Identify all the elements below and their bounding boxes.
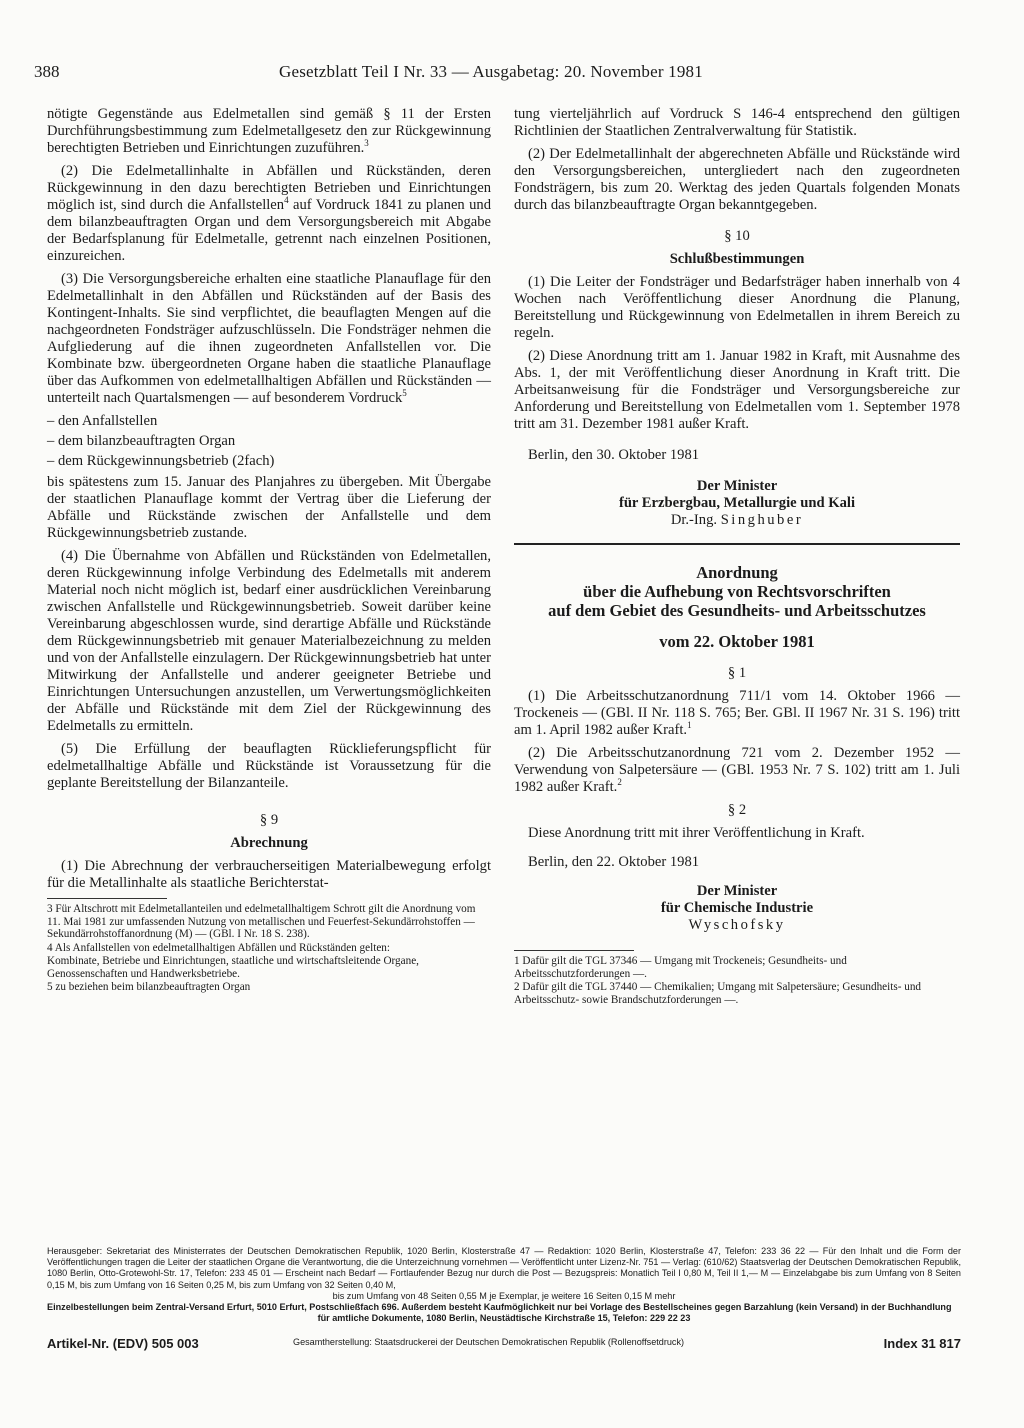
paragraph: (5) Die Erfüllung der beauflagten Rücklieferungspflicht für edelmetallhaltige Abfälle und Rückstände ist Voraussetzung für die geplante Bereitstellung der Bilanzanteile.	[47, 741, 491, 791]
ordinance-title: über die Aufhebung von Rechtsvorschriften	[583, 582, 891, 601]
footnote-divider	[514, 950, 634, 951]
footnote-ref: 3	[364, 138, 369, 149]
article-number: Artikel-Nr. (EDV) 505 003	[47, 1336, 199, 1351]
imprint	[47, 1246, 961, 1324]
gazette-title: Gesetzblatt Teil I Nr. 33 — Ausgabetag: 20. November 1981	[279, 62, 703, 81]
footnote: 2 Dafür gilt die TGL 37440 — Chemikalien; Umgang mit Salpetersäure; Gesundheits- und Arbeitsschutz- sowie Brandschutzforderungen —.	[514, 981, 922, 1006]
footnote-divider	[47, 898, 167, 899]
signatory-title: Der Minister	[696, 883, 778, 899]
section-number: § 1	[727, 665, 747, 681]
ministry-name: für Chemische Industrie	[660, 900, 814, 916]
section-number: § 2	[727, 802, 747, 818]
left-column	[47, 106, 491, 995]
paragraph: Diese Anordnung tritt mit ihrer Veröffentlichung in Kraft.	[528, 825, 865, 841]
bottom-row	[47, 1336, 961, 1356]
footnote: 3 Für Altschrott mit Edelmetallanteilen und edelmetallhaltigem Schrott gilt die Anordnung vom 11. Mai 1981 zur umfassenden Nutzung von metallischen und Feuerfest-Sekundärrohstoffen — Sekundärrohstoffanordnung (M) — (GBl. I Nr. 18 S. 238).	[47, 903, 476, 940]
footnote-ref: 1	[687, 720, 692, 731]
signatory-name: Dr.-Ing. Singhuber	[670, 512, 804, 528]
list-item: – den Anfallstellen	[47, 413, 491, 430]
imprint-text: für amtliche Dokumente, 1080 Berlin, Neustädtische Kirchstraße 15, Telefon: 229 22 23	[317, 1313, 691, 1324]
paragraph: (4) Die Übernahme von Abfällen und Rückständen von Edelmetallen, deren Rückgewinnung infolge Verbindung des Edelmetalls mit anderem Material noch nicht möglich ist, bedarf einer ausdrücklichen Vereinbarung zwischen Anfallstelle und Rückgewinnungsbetrieb. Soweit darüber keine Vereinbarung abgeschlossen wurde, sind derartige Abfälle und Rückstände dem Rückgewinnungsbetrieb mit genauer Materialbezeichnung zu melden und von der Anfallstelle einzulagern. Der Rückgewinnungsbetrieb hat unter Mitwirkung der Anfallstelle und anderer geeigneter Betriebe und Einrichtungen Untersuchungen anzustellen, um Verwertungsmöglichkeiten der Abfälle und Rückstände mit dem Ziel der Rückgewinnung des Edelmetalls zu ermitteln.	[47, 548, 491, 734]
footnote: 4 Als Anfallstellen von edelmetallhaltigen Abfällen und Rückständen gelten:	[47, 941, 391, 954]
paragraph: (1) Die Leiter der Fondsträger und Bedarfsträger haben innerhalb von 4 Wochen nach Veröffentlichung dieser Anordnung die Planung, Bereitstellung und Rückgewinnung von Edelmetallen in ihrem Bereich zu regeln.	[514, 274, 960, 341]
footnote: 1 Dafür gilt die TGL 37346 — Umgang mit Trockeneis; Gesundheits- und Arbeitsschutzforderungen —.	[514, 955, 847, 980]
ordinance-title: Anordnung	[696, 563, 778, 582]
page-number: 388	[34, 62, 60, 81]
footnote-ref: 4	[284, 195, 289, 206]
footnote: 5 zu beziehen beim bilanzbeauftragten Organ	[47, 981, 251, 993]
signatory-title: Der Minister	[696, 478, 778, 494]
ordinance-title: auf dem Gebiet des Gesundheits- und Arbeitsschutzes	[548, 601, 926, 620]
imprint-text: Einzelbestellungen beim Zentral-Versand Erfurt, 5010 Erfurt, Postschließfach 696. Außerdem besteht Kaufmöglichkeit nur bei Vorlage des Bestellscheines gegen Barzahlung (kein Versand) in der Buchhandlung	[47, 1302, 952, 1313]
paragraph: (2) Der Edelmetallinhalt der abgerechneten Abfälle und Rückstände wird den Versorgungsbereichen, untergliedert nach den zugeordneten Fondsträgern, bis zum 20. Werktag des jeden Quartals folgenden Monats durch das bilanzbeauftragte Organ bekanntgegeben.	[514, 146, 960, 213]
footnote-ref: 5	[402, 388, 407, 399]
section-divider	[514, 543, 960, 545]
paragraph: bis spätestens zum 15. Januar des Planjahres zu übergeben. Mit Übergabe der staatlichen Planauflage kommt der Vertrag über die Lieferung der Abfälle und Rückstände zwischen der Anfallstelle und dem Rückgewinnungsbetrieb zustande.	[47, 474, 491, 541]
paragraph: nötigte Gegenstände aus Edelmetallen sind gemäß § 11 der Ersten Durchführungsbestimmung zum Edelmetallgesetz den zur Rückgewinnung berechtigten Betrieben und Einrichtungen zuzuführen.$^3$	[47, 106, 491, 156]
recipient-list	[47, 413, 491, 470]
list-item: – dem bilanzbeauftragten Organ	[47, 433, 491, 450]
section-number: § 9	[259, 812, 279, 828]
footnote-ref: 2	[617, 777, 622, 788]
paragraph: (2) Diese Anordnung tritt am 1. Januar 1982 in Kraft, mit Ausnahme des Abs. 1, der mit Veröffentlichung dieser Anordnung in Kraft tritt. Die Arbeitsanweisung für die Fondsträger und Versorgungsbereiche zur Anforderung und Bereitstellung von Edelmetallen vom 1. September 1978 tritt am 31. Dezember 1981 außer Kraft.	[514, 348, 960, 432]
footnotes	[514, 955, 960, 1006]
right-column	[514, 106, 960, 1007]
page-header	[34, 62, 964, 86]
ministry-name: für Erzbergbau, Metallurgie und Kali	[618, 495, 856, 511]
index-number: Index 31 817	[883, 1336, 961, 1351]
imprint-text: bis zum Umfang von 48 Seiten 0,55 M je Exemplar, je weitere 16 Seiten 0,15 M mehr	[332, 1290, 676, 1301]
paragraph: (2) Die Edelmetallinhalte in Abfällen und Rückständen, deren Rückgewinnung in den dazu berechtigten Betrieben und Einrichtungen möglich ist, sind durch die Anfallstellen$^4$ auf Vordruck 1841 zu planen und dem bilanzbeauftragten Organ und dem Versorgungsbereich mit Abgabe der Bedarfsplanung für Edelmetalle, getrennt nach einzelnen Positionen, einzureichen.	[47, 163, 491, 264]
paragraph: (1) Die Arbeitsschutzanordnung 711/1 vom 14. Oktober 1966 — Trockeneis — (GBl. II Nr. 118 S. 765; Ber. GBl. II 1967 Nr. 31 S. 196) tritt am 1. April 1982 außer Kraft.$^1$	[514, 688, 960, 738]
section-title: Schlußbestimmungen	[669, 251, 805, 267]
printer-credit: Gesamtherstellung: Staatsdruckerei der Deutschen Demokratischen Republik (Rollenoffsetdruck)	[293, 1337, 685, 1347]
list-item: – dem Rückgewinnungsbetrieb (2fach)	[47, 453, 491, 470]
place-date: Berlin, den 30. Oktober 1981	[528, 447, 700, 463]
section-number: § 10	[724, 228, 750, 244]
paragraph: tung vierteljährlich auf Vordruck S 146-4 entsprechend den gültigen Richtlinien der Staatlichen Zentralverwaltung für Statistik.	[514, 106, 960, 139]
imprint-text: Herausgeber: Sekretariat des Ministerrates der Deutschen Demokratischen Republik, 1020 Berlin, Klosterstraße 47 — Redaktion: 1020 Berlin, Klosterstraße 47, Telefon: 233 36 22 — Für den Inhalt und die Form der Veröffentlichungen tragen die Leiter der staatlichen Organe die Verantwortung, die die Unterzeichnung vornehmen — Veröffentlicht unter Lizenz-Nr. 751 — Verlag: (610/62) Staatsverlag der Deutschen Demokratischen Republik, 1080 Berlin, Otto-Grotewohl-Str. 17, Telefon: 233 45 01 — Erscheint nach Bedarf — Fortlaufender Bezug nur durch die Post — Bezugspreis: Monatlich Teil I 0,80 M, Teil II 1,— M — Einzelabgabe bis zum Umfang von 8 Seiten 0,15 M, bis zum Umfang von 16 Seiten 0,25 M, bis zum Umfang von 32 Seiten 0,40 M,	[47, 1246, 961, 1290]
place-date: Berlin, den 22. Oktober 1981	[528, 854, 700, 870]
paragraph: (1) Die Abrechnung der verbraucherseitigen Materialbewegung erfolgt für die Metallinhalte als staatliche Berichterstat-	[47, 858, 491, 891]
paragraph: (2) Die Arbeitsschutzanordnung 721 vom 2. Dezember 1952 — Verwendung von Salpetersäure — (GBl. 1953 Nr. 7 S. 102) tritt am 1. Juli 1982 außer Kraft.$^2$	[514, 745, 960, 795]
footnote: Kombinate, Betriebe und Einrichtungen, staatliche und wirtschaftsleitende Organe, Genossenschaften und Handwerksbetriebe.	[47, 955, 419, 980]
paragraph: (3) Die Versorgungsbereiche erhalten eine staatliche Planauflage für den Edelmetallinhalt in den Abfällen und Rückständen auf der Basis des Kontingent-Inhalts. Sie sind verpflichtet, die beauflagten Mengen auf die nachgeordneten Fondsträger aufzuschlüsseln. Die Fondsträger nehmen die Aufgliederung auf die ihnen zugeordneten Anfallstellen vor. Die Kombinate bzw. übergeordneten Organe haben die staatliche Planauflage über das Aufkommen von edelmetallhaltigen Abfällen und Rückständen — unterteilt nach Quartalsmengen — auf besonderem Vordruck$^5$	[47, 271, 491, 406]
signatory-name: Wyschofsky	[688, 917, 786, 933]
ordinance-date: vom 22. Oktober 1981	[659, 632, 815, 651]
section-title: Abrechnung	[230, 835, 308, 851]
footnotes	[47, 903, 491, 994]
